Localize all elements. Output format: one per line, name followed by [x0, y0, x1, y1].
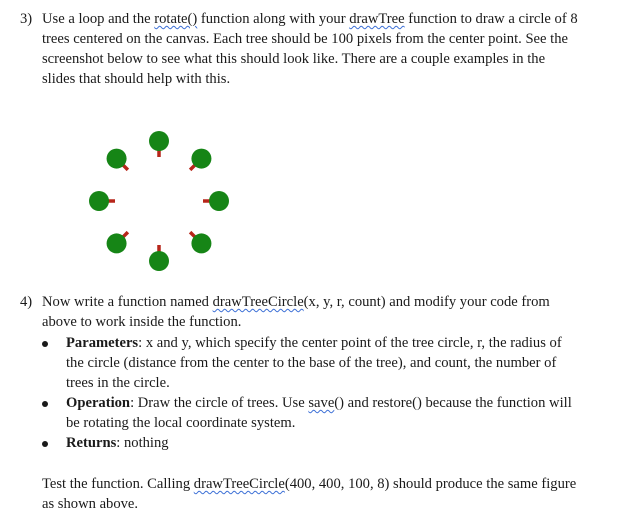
bullet-dot-icon	[42, 441, 48, 447]
tree-foliage	[107, 233, 127, 253]
question-4-text-part: Now write a function named	[42, 294, 213, 310]
bullet-text: : nothing	[116, 435, 169, 451]
tree-trunk	[123, 232, 128, 237]
tree-foliage	[191, 233, 211, 253]
tree-trunk	[190, 232, 195, 237]
tree-foliage	[209, 191, 229, 211]
bullet-operation	[20, 393, 580, 433]
tree-6	[107, 232, 128, 253]
tree-8	[107, 149, 128, 170]
question-3-text-part: function to draw a circle of 8 trees centered on the canvas. Each tree should be 100 pixels from the center point. See the screenshot below to see what this should look like. There are a couple examples in the slides that should help with this.	[42, 11, 578, 87]
tree-foliage	[89, 191, 109, 211]
tree-circle-figure	[60, 113, 260, 288]
tree-2	[190, 149, 211, 170]
bullet-dot-icon	[42, 401, 48, 407]
drawtreecircle-function-name: drawTreeCircle	[212, 294, 304, 310]
question-3-text-part: Use a loop and the	[42, 11, 155, 27]
question-4-number: 4)	[20, 294, 33, 310]
tree-foliage	[149, 251, 169, 271]
bullet-label: Returns	[66, 435, 117, 451]
tree-5	[149, 245, 169, 271]
question-3-text-part: function along with your	[197, 11, 350, 27]
tree-1	[149, 131, 169, 157]
tree-3	[203, 191, 229, 211]
test-instruction	[42, 474, 582, 514]
bullet-label: Operation	[66, 395, 131, 411]
tree-trunk	[190, 165, 195, 170]
save-function-name: save	[308, 395, 335, 411]
drawtreecircle-call: drawTreeCircle	[193, 476, 285, 492]
tree-7	[89, 191, 115, 211]
tree-4	[190, 232, 211, 253]
question-4-text	[20, 292, 580, 332]
bullet-parameters	[20, 333, 580, 393]
bullet-returns	[20, 433, 580, 453]
bullet-dot-icon	[42, 341, 48, 347]
tree-foliage	[191, 149, 211, 169]
tree-foliage	[149, 131, 169, 151]
test-text-part: (400, 400, 100, 8) should produce the same figure as shown above.	[42, 476, 577, 512]
question-4-bullet-list	[20, 333, 580, 453]
question-4	[20, 292, 580, 453]
bullet-text: () and restore() because the function will be rotating the local coordinate system.	[66, 395, 572, 431]
bullet-label: Parameters	[66, 335, 139, 351]
question-3-text	[20, 9, 580, 89]
question-3-number: 3)	[20, 11, 33, 27]
question-3	[20, 9, 580, 89]
tree-foliage	[107, 149, 127, 169]
bullet-text: : x and y, which specify the center point of the tree circle, r, the radius of the circle (distance from the center to the base of the tree), and count, the number of trees in the circle.	[66, 335, 562, 391]
tree-trunk	[123, 165, 128, 170]
test-text-part: Test the function. Calling	[42, 476, 194, 492]
drawtree-function-name: drawTree	[349, 11, 405, 27]
bullet-text: : Draw the circle of trees. Use	[130, 395, 309, 411]
rotate-function-name: rotate()	[154, 11, 198, 27]
question-4-text-part: (x, y, r, count) and modify your code from above to work inside the function.	[42, 294, 550, 330]
